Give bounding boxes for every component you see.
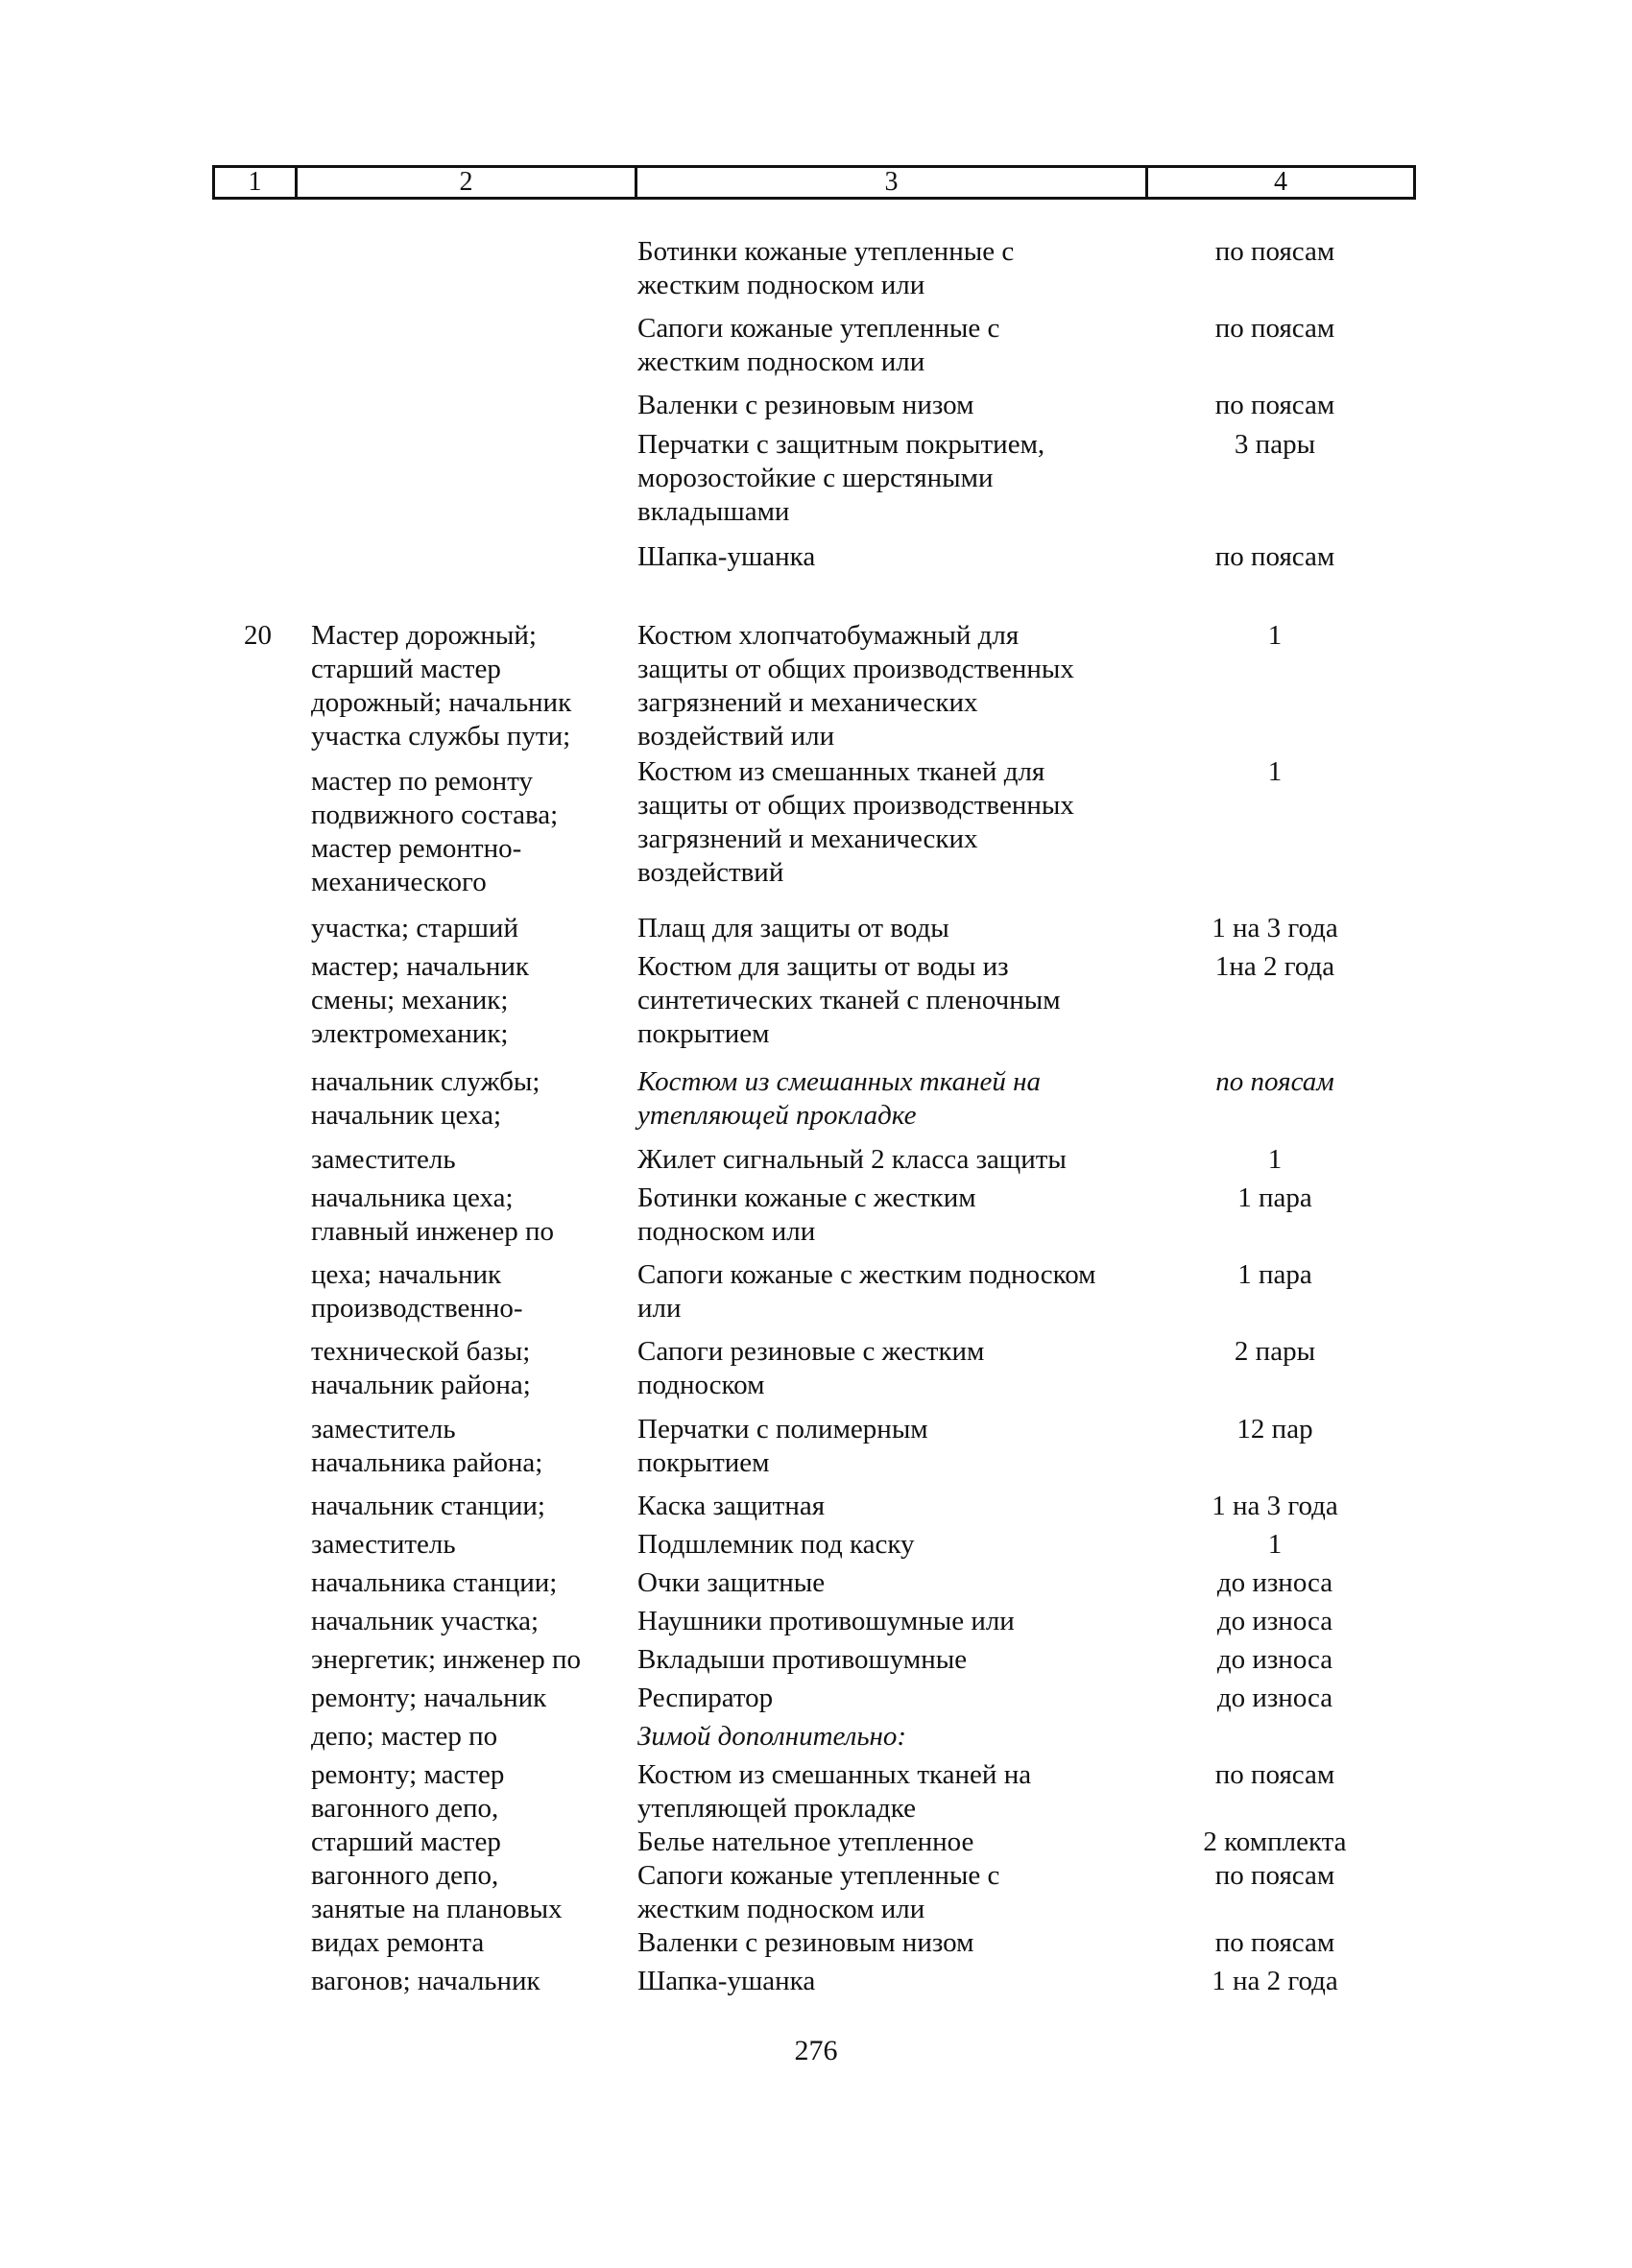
position-text: Мастер дорожный; старший мастер дорожный; начальник участка службы пути; bbox=[311, 620, 572, 752]
position-text: заместитель bbox=[311, 1529, 456, 1560]
item-name: Очки защитные bbox=[637, 1567, 826, 1598]
table-column-header bbox=[212, 165, 1416, 200]
item-quantity: по поясам bbox=[1214, 1759, 1335, 1790]
position-text: вагонного депо, занятые на плановых bbox=[311, 1860, 563, 1924]
item-quantity: 2 пары bbox=[1234, 1336, 1316, 1367]
item-quantity: до износа bbox=[1216, 1683, 1333, 1713]
position-text: видах ремонта bbox=[311, 1927, 485, 1958]
position-text: энергетик; инженер по bbox=[311, 1644, 582, 1675]
position-text: участка; старший bbox=[311, 913, 518, 943]
item-quantity: 1 bbox=[1267, 1529, 1283, 1560]
section-subheading: Зимой дополнительно: bbox=[637, 1721, 907, 1752]
item-quantity: до износа bbox=[1216, 1606, 1333, 1636]
position-text: мастер по ремонту подвижного состава; мастер ремонтно- механического bbox=[311, 766, 559, 897]
position-text: начальник службы; начальник цеха; bbox=[311, 1066, 540, 1131]
item-name: Ботинки кожаные с жестким подноском или bbox=[637, 1182, 976, 1247]
position-text: начальник станции; bbox=[311, 1491, 545, 1521]
position-text: заместитель bbox=[311, 1144, 456, 1175]
page-number: 276 bbox=[794, 2035, 838, 2066]
position-text: начальника станции; bbox=[311, 1567, 558, 1598]
item-name: Валенки с резиновым низом bbox=[637, 1927, 974, 1958]
position-text: старший мастер bbox=[311, 1826, 501, 1857]
item-quantity: 1 пара bbox=[1237, 1259, 1312, 1290]
item-name: Подшлемник под каску bbox=[637, 1529, 915, 1560]
item-name: Сапоги кожаные с жестким подноском или bbox=[637, 1259, 1096, 1324]
item-name: Костюм из смешанных тканей на утепляющей прокладке bbox=[637, 1759, 1032, 1824]
item-quantity: по поясам bbox=[1214, 541, 1335, 572]
item-name: Перчатки с защитным покрытием, морозостойкие с шерстяными вкладышами bbox=[637, 429, 1045, 527]
position-text: начальник участка; bbox=[311, 1606, 540, 1636]
item-quantity: 1 на 2 года bbox=[1212, 1966, 1338, 1996]
item-name: Валенки с резиновым низом bbox=[637, 390, 974, 420]
position-text: технической базы; начальник района; bbox=[311, 1336, 531, 1400]
item-quantity: по поясам bbox=[1215, 1066, 1334, 1097]
item-quantity: 1 bbox=[1267, 1144, 1283, 1175]
item-name: Костюм хлопчатобумажный для защиты от общих производственных загрязнений и механических воздействий или bbox=[637, 620, 1074, 752]
item-name: Костюм для защиты от воды из синтетических тканей с пленочным покрытием bbox=[637, 951, 1061, 1049]
item-quantity: 3 пары bbox=[1234, 429, 1316, 460]
item-quantity: 12 пар bbox=[1236, 1414, 1313, 1444]
item-quantity: 1на 2 года bbox=[1214, 951, 1335, 982]
item-quantity: 1 на 3 года bbox=[1212, 913, 1338, 943]
item-name: Респиратор bbox=[637, 1683, 774, 1713]
item-name: Ботинки кожаные утепленные с жестким подноском или bbox=[637, 236, 1015, 300]
position-text: цеха; начальник производственно- bbox=[311, 1259, 523, 1324]
column-number-2: 2 bbox=[298, 168, 637, 197]
item-name: Шапка-ушанка bbox=[637, 541, 816, 572]
item-quantity: до износа bbox=[1216, 1644, 1333, 1675]
item-quantity: по поясам bbox=[1214, 1927, 1335, 1958]
item-name: Перчатки с полимерным покрытием bbox=[637, 1414, 928, 1478]
item-name: Вкладыши противошумные bbox=[637, 1644, 968, 1675]
item-name: Жилет сигнальный 2 класса защиты bbox=[637, 1144, 1067, 1175]
row-number: 20 bbox=[244, 620, 272, 651]
column-number-3: 3 bbox=[637, 168, 1148, 197]
position-text: заместитель начальника района; bbox=[311, 1414, 543, 1478]
item-name: Наушники противошумные или bbox=[637, 1606, 1015, 1636]
item-name: Сапоги кожаные утепленные с жестким подноском или bbox=[637, 1860, 1000, 1924]
item-quantity: по поясам bbox=[1214, 1860, 1335, 1891]
item-quantity: по поясам bbox=[1214, 313, 1335, 344]
item-quantity: по поясам bbox=[1214, 390, 1335, 420]
item-name: Костюм из смешанных тканей на утепляющей прокладке bbox=[637, 1066, 1041, 1131]
item-quantity: 1 bbox=[1267, 620, 1283, 651]
position-text: ремонту; начальник bbox=[311, 1683, 547, 1713]
item-name: Сапоги кожаные утепленные с жестким подноском или bbox=[637, 313, 1000, 377]
column-number-4: 4 bbox=[1274, 167, 1287, 197]
column-number-1: 1 bbox=[215, 168, 298, 197]
item-name: Плащ для защиты от воды bbox=[637, 913, 949, 943]
item-name: Каска защитная bbox=[637, 1491, 826, 1521]
item-quantity: 2 комплекта bbox=[1203, 1826, 1347, 1857]
position-text: вагонов; начальник bbox=[311, 1966, 540, 1996]
position-text: депо; мастер по bbox=[311, 1721, 498, 1752]
item-quantity: по поясам bbox=[1214, 236, 1335, 267]
position-text: начальника цеха; главный инженер по bbox=[311, 1182, 554, 1247]
item-name: Шапка-ушанка bbox=[637, 1966, 816, 1996]
item-quantity: 1 bbox=[1267, 756, 1283, 787]
item-name: Сапоги резиновые с жестким подноском bbox=[637, 1336, 985, 1400]
position-text: ремонту; мастер вагонного депо, bbox=[311, 1759, 505, 1824]
item-quantity: 1 пара bbox=[1237, 1182, 1312, 1213]
item-name: Костюм из смешанных тканей для защиты от общих производственных загрязнений и механических воздействий bbox=[637, 756, 1074, 888]
item-quantity: до износа bbox=[1216, 1567, 1333, 1598]
item-name: Белье нательное утепленное bbox=[637, 1826, 974, 1857]
item-quantity: 1 на 3 года bbox=[1212, 1491, 1338, 1521]
position-text: мастер; начальник смены; механик; электромеханик; bbox=[311, 951, 530, 1049]
